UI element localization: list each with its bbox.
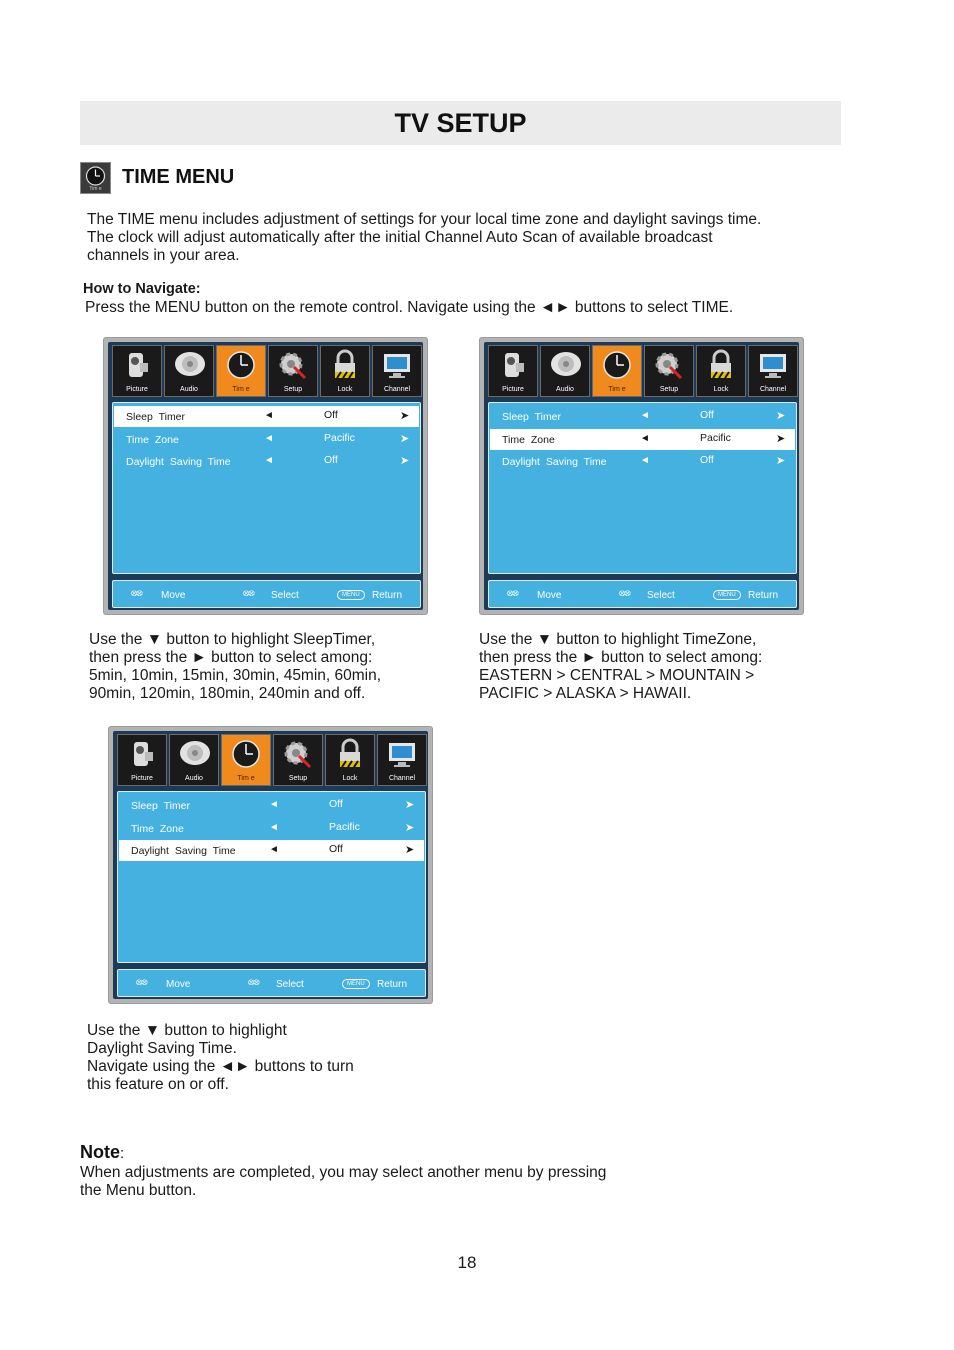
caption-line: 5min, 10min, 15min, 30min, 45min, 60min, [89,667,382,684]
row-label: Time Zone [502,434,555,446]
monitor-icon [380,349,414,383]
tab-setup[interactable] [644,345,694,397]
caption-line: then press the ► button to select among: [479,649,763,666]
tv-menu-frame [113,731,428,999]
tab-time[interactable] [216,345,266,397]
tab-picture[interactable] [488,345,538,397]
tab-time[interactable] [221,734,271,786]
row-value: Off [324,454,338,466]
row-value: Off [324,409,338,421]
monitor-icon [756,349,790,383]
arrow-left-icon[interactable]: ◄ [269,822,279,833]
row-value: Pacific [700,432,731,444]
settings-panel [488,402,797,574]
move-label: Move [537,590,562,601]
clock-icon [600,349,634,383]
camera-icon [120,349,154,383]
camera-icon [125,738,159,772]
caption-line: Use the ▼ button to highlight [87,1022,287,1039]
row-label: Time Zone [126,434,179,446]
gear-icon [276,349,310,383]
tab-label: Lock [337,386,353,393]
menu-badge: MENU [342,979,370,989]
caption-sleep-timer [89,631,439,703]
caption-line: PACIFIC > ALASKA > HAWAII. [479,685,692,702]
tab-lock[interactable] [696,345,746,397]
menu-row-daylight-saving[interactable] [119,840,424,861]
clock-icon-label: Tim e [89,186,102,192]
lock-icon [328,349,362,383]
row-label: Daylight Saving Time [131,845,236,857]
caption-line: Use the ▼ button to highlight SleepTimer, [89,631,376,648]
note-line: When adjustments are completed, you may select another menu by pressing [80,1164,607,1181]
row-value: Off [700,409,714,421]
menu-row-sleep-timer[interactable] [114,406,419,427]
arrow-left-icon[interactable]: ◄ [640,455,650,466]
caption-line: Daylight Saving Time. [87,1040,237,1057]
arrow-right-icon[interactable]: ➤ [400,433,410,445]
lock-icon [704,349,738,383]
tab-label: Picture [131,775,153,782]
select-label: Select [647,590,675,601]
tab-channel[interactable] [377,734,427,786]
menu-row-time-zone[interactable] [114,429,419,450]
menu-footer [117,969,426,997]
tab-label: Channel [388,775,416,782]
tab-setup[interactable] [273,734,323,786]
arrow-left-icon[interactable]: ◄ [264,410,274,421]
tab-label: Picture [126,386,148,393]
arrow-left-icon[interactable]: ◄ [264,455,274,466]
section-title: TIME MENU [122,166,235,188]
intro-line: The TIME menu includes adjustment of settings for your local time zone and daylight savings time. [87,211,762,228]
tab-audio[interactable] [169,734,219,786]
move-label: Move [161,590,186,601]
settings-panel [117,791,426,963]
tab-label: Lock [713,386,729,393]
menu-row-daylight-saving[interactable] [490,451,795,472]
speaker-icon [548,349,584,383]
return-label: Return [372,590,403,601]
speaker-icon [172,349,208,383]
arrow-right-icon[interactable]: ➤ [405,844,415,856]
menu-row-sleep-timer[interactable] [490,406,795,427]
tab-picture[interactable] [117,734,167,786]
tv-menu-screen-daylight [108,726,433,1004]
arrow-left-icon[interactable]: ◄ [264,433,274,444]
caption-line: then press the ► button to select among: [89,649,373,666]
tab-channel[interactable] [748,345,798,397]
gear-icon [652,349,686,383]
select-icon: ⭙⭙ [248,978,259,987]
select-icon: ⭙⭙ [243,589,254,598]
gear-icon [281,738,315,772]
select-label: Select [276,979,304,990]
menu-row-daylight-saving[interactable] [114,451,419,472]
navigate-text: Press the MENU button on the remote control. Navigate using the ◄► buttons to select TIME. [85,299,734,316]
caption-line: EASTERN > CENTRAL > MOUNTAIN > [479,667,755,684]
caption-line: Navigate using the ◄► buttons to turn [87,1058,354,1075]
intro-paragraph [87,211,807,265]
page-number: 18 [457,1253,477,1272]
row-label: Sleep Timer [502,411,562,423]
intro-line: The clock will adjust automatically after the initial Channel Auto Scan of available broadcast [87,229,713,246]
page-title: TV SETUP [80,101,841,145]
tv-menu-screen-sleep [103,337,428,615]
clock-icon [80,162,111,194]
note-text [80,1164,700,1200]
tab-label: Tim e [237,775,255,782]
arrow-right-icon[interactable]: ➤ [776,410,786,422]
caption-line: Use the ▼ button to highlight TimeZone, [479,631,757,648]
return-label: Return [377,979,408,990]
row-value: Off [329,843,343,855]
caption-time-zone [479,631,819,703]
tv-menu-frame [484,342,799,610]
tab-label: Channel [383,386,411,393]
tab-lock[interactable] [320,345,370,397]
move-icon: ⭙⭙ [131,589,142,598]
intro-line: channels in your area. [87,247,240,264]
arrow-left-icon[interactable]: ◄ [269,844,279,855]
row-value: Pacific [329,821,360,833]
lock-icon [333,738,367,772]
note-line: the Menu button. [80,1182,197,1199]
note-heading [80,1142,124,1163]
tab-label: Setup [288,775,308,782]
menu-tabs [488,345,798,397]
menu-row-time-zone[interactable] [119,818,424,839]
tab-time[interactable] [592,345,642,397]
menu-tabs [112,345,422,397]
menu-tabs [117,734,427,786]
row-value: Off [329,798,343,810]
arrow-right-icon[interactable]: ➤ [776,433,786,445]
caption-line: this feature on or off. [87,1076,229,1093]
navigate-heading: How to Navigate: [83,281,201,297]
tab-label: Lock [342,775,358,782]
tab-audio[interactable] [540,345,590,397]
tab-lock[interactable] [325,734,375,786]
row-label: Sleep Timer [126,411,186,423]
arrow-left-icon[interactable]: ◄ [640,433,650,444]
tab-label: Setup [659,386,679,393]
note-colon: : [120,1145,125,1162]
arrow-right-icon[interactable]: ➤ [405,822,415,834]
row-label: Daylight Saving Time [126,456,231,468]
arrow-right-icon[interactable]: ➤ [405,799,415,811]
menu-footer [112,580,421,608]
speaker-icon [177,738,213,772]
tv-menu-screen-zone [479,337,804,615]
arrow-left-icon[interactable]: ◄ [640,410,650,421]
clock-icon [224,349,258,383]
tab-label: Audio [556,386,574,393]
row-label: Time Zone [131,823,184,835]
tab-label: Channel [759,386,787,393]
tab-channel[interactable] [372,345,422,397]
row-label: Sleep Timer [131,800,191,812]
row-value: Off [700,454,714,466]
row-value: Pacific [324,432,355,444]
caption-daylight-saving [87,1022,427,1094]
clock-icon [229,738,263,772]
move-label: Move [166,979,191,990]
menu-badge: MENU [337,590,365,600]
note-heading-text: Note [80,1142,120,1162]
menu-row-time-zone[interactable] [490,429,795,450]
menu-row-sleep-timer[interactable] [119,795,424,816]
return-label: Return [748,590,779,601]
tab-label: Audio [180,386,198,393]
menu-badge: MENU [713,590,741,600]
tab-label: Tim e [232,386,250,393]
menu-footer [488,580,797,608]
arrow-left-icon[interactable]: ◄ [269,799,279,810]
tab-label: Tim e [608,386,626,393]
tab-audio[interactable] [164,345,214,397]
move-icon: ⭙⭙ [136,978,147,987]
tab-label: Setup [283,386,303,393]
row-label: Daylight Saving Time [502,456,607,468]
arrow-right-icon[interactable]: ➤ [400,410,410,422]
tab-label: Picture [502,386,524,393]
select-icon: ⭙⭙ [619,589,630,598]
tab-label: Audio [185,775,203,782]
tab-picture[interactable] [112,345,162,397]
camera-icon [496,349,530,383]
arrow-right-icon[interactable]: ➤ [776,455,786,467]
settings-panel [112,402,421,574]
monitor-icon [385,738,419,772]
tab-setup[interactable] [268,345,318,397]
tv-menu-frame [108,342,423,610]
select-label: Select [271,590,299,601]
move-icon: ⭙⭙ [507,589,518,598]
caption-line: 90min, 120min, 180min, 240min and off. [89,685,366,702]
arrow-right-icon[interactable]: ➤ [400,455,410,467]
